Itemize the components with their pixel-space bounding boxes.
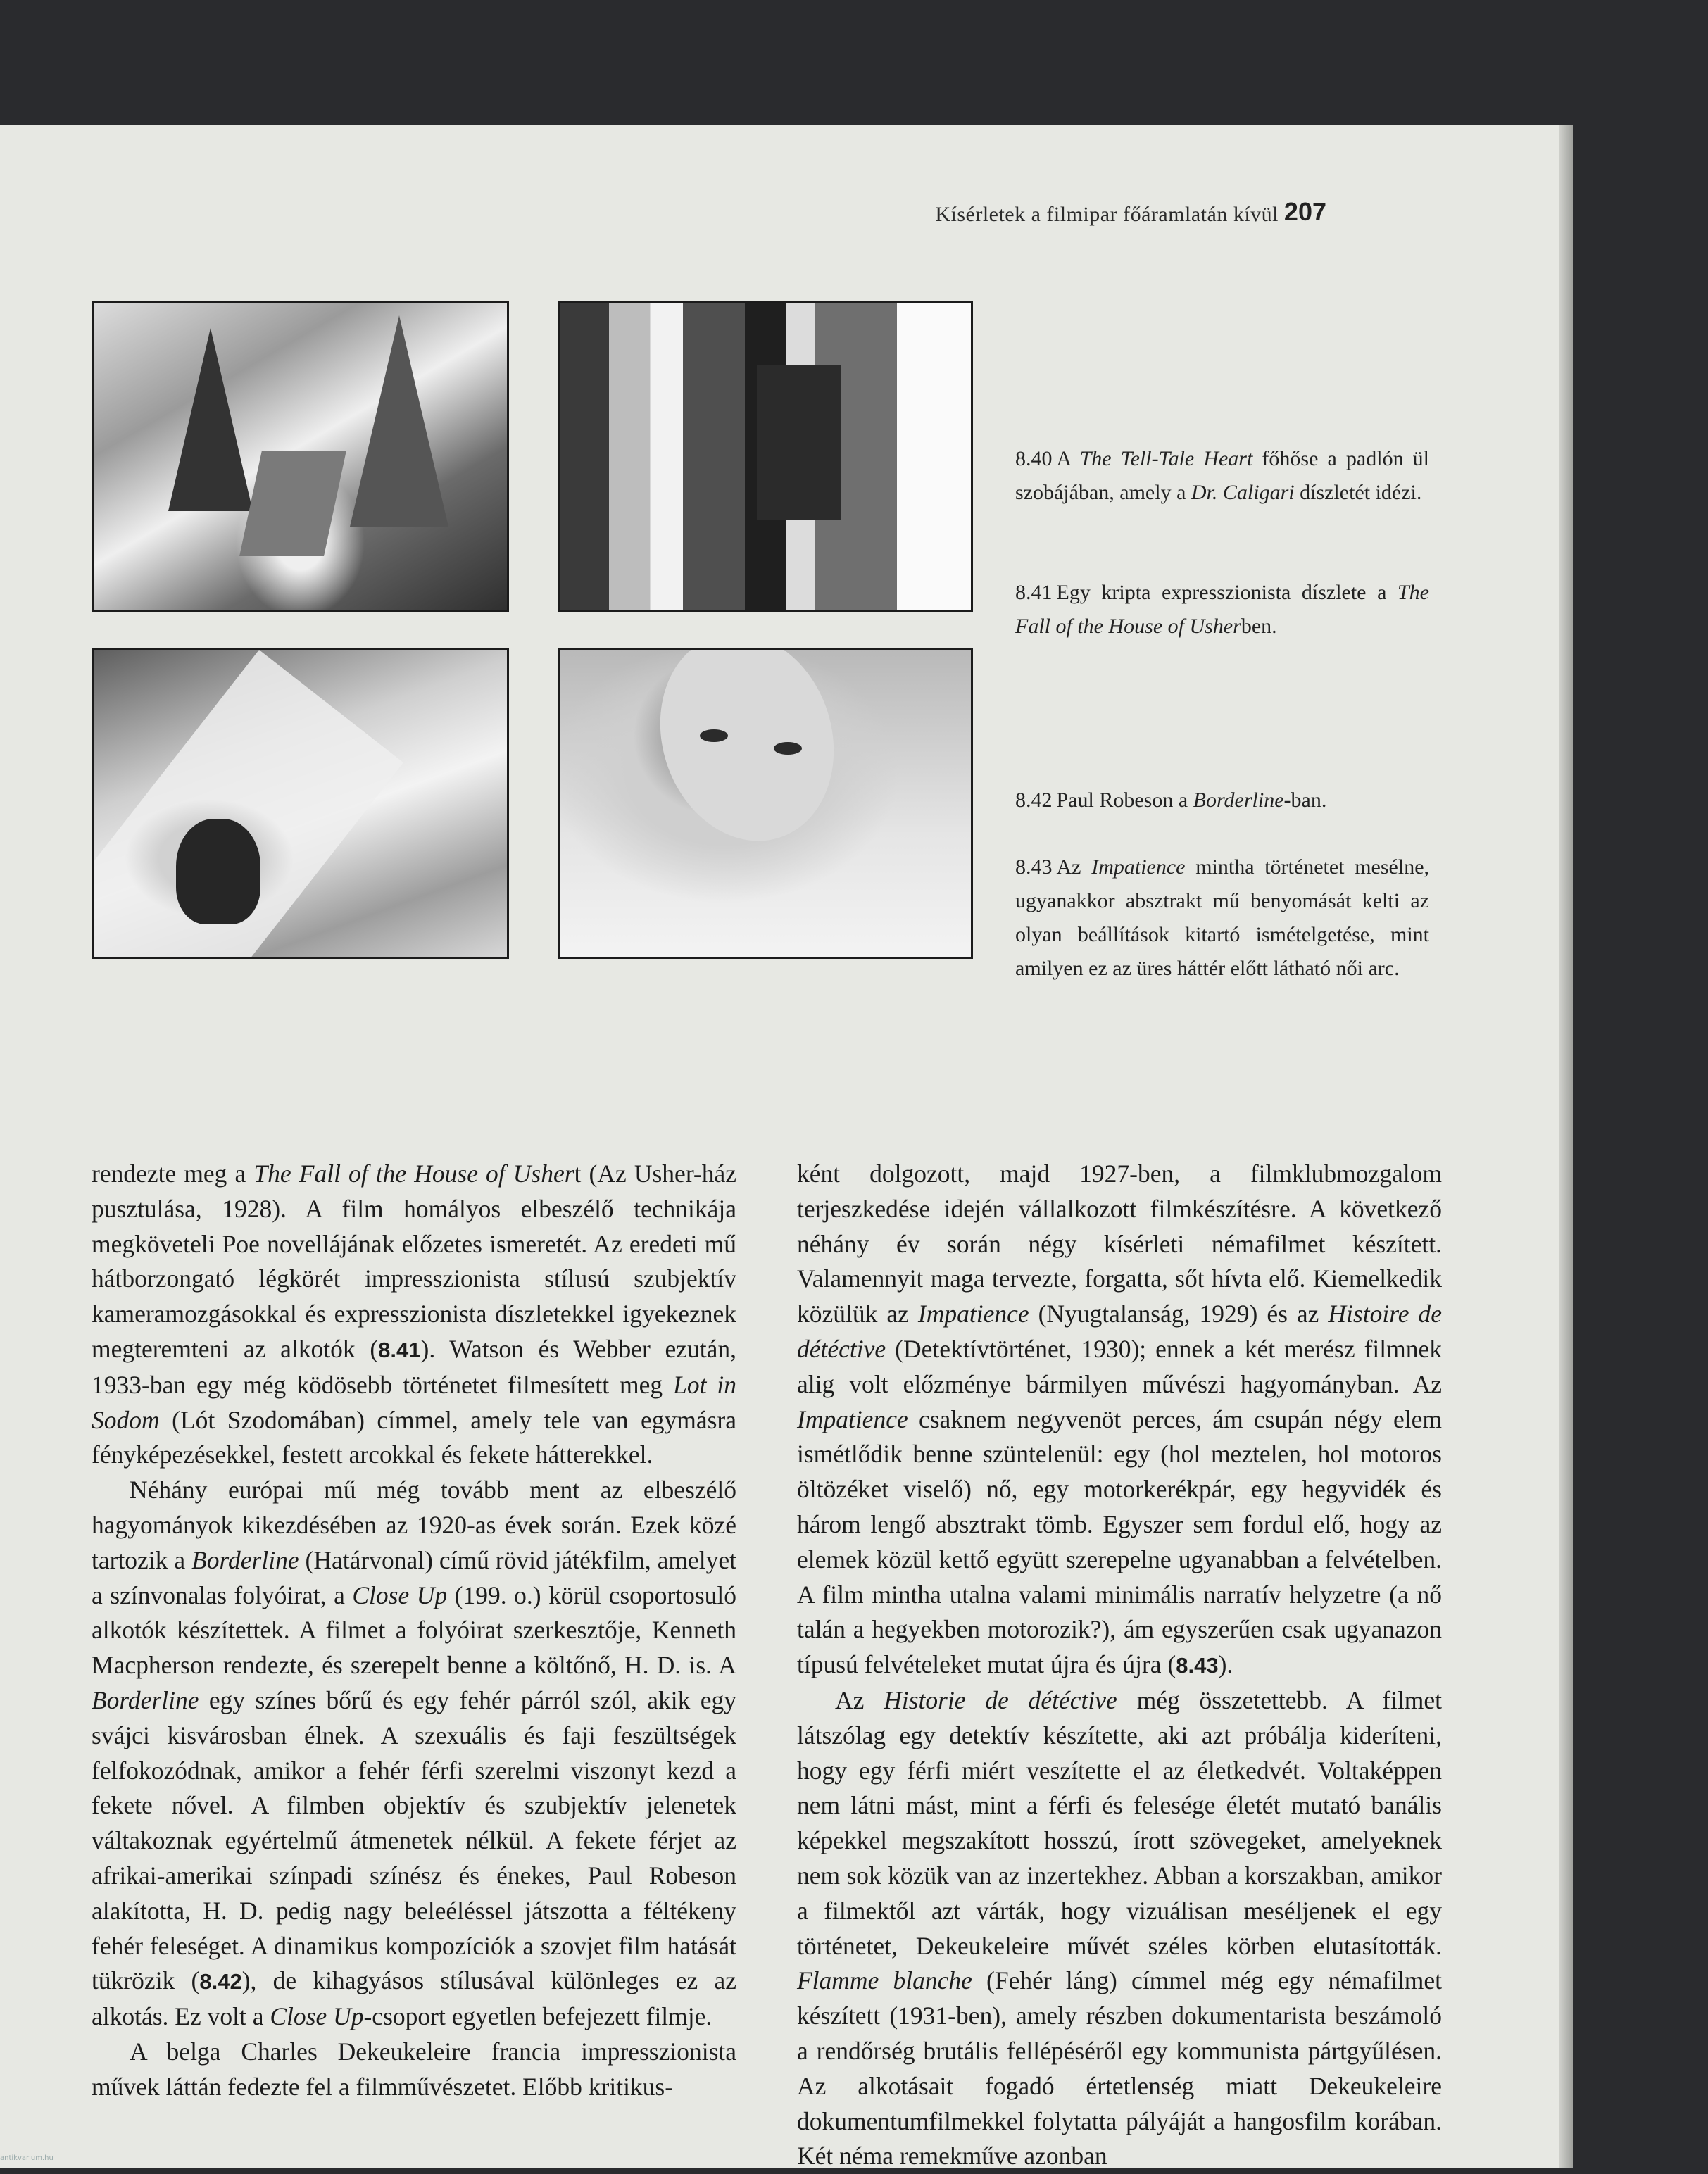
caption-text: mintha történetet mesélne, ugyanakkor absztrakt mű benyomását kelti az olyan beállítások kitartó ismételgetése, mint amilyen ez az üres háttér előtt látható női arc. [1015, 855, 1430, 980]
text-run: (Lót Szodomában) címmel, amely tele van egymásra fényképezésekkel, festett arcokkal és fekete hátterekkel. [92, 1405, 736, 1469]
eye-shape [774, 742, 802, 755]
body-column-right [797, 1157, 1442, 2174]
film-title: The Fall of the House of Usher [253, 1160, 574, 1188]
caption-text: Az [1056, 855, 1092, 879]
paragraph [797, 1157, 1442, 1683]
running-head: Kísérletek a filmipar főáramlatán kívül [935, 203, 1279, 226]
text-run: A belga Charles Dekeukeleire francia impresszionista művek láttán fedezte fel a filmművészetet. Előbb kritikus- [92, 2037, 736, 2101]
figure-reference: 8.43 [1176, 1653, 1219, 1678]
film-title: Impatience [797, 1405, 908, 1433]
book-page [0, 125, 1559, 2168]
paragraph [92, 1473, 736, 2035]
text-run: ), de kihagyásos stílusával különleges ez az alkotás. Ez volt a [92, 1966, 736, 2031]
text-run: Az [835, 1685, 884, 1714]
caption-film-title: Impatience [1091, 855, 1186, 879]
text-run: még összetettebb. A filmet látszólag egy detektív készítette, aki azt próbálja kideríteni, hogy egy férfi miért veszítette el az életkedvét. Voltaképpen nem látni mást, mint a férfi és felesége életét mutató banális képekkel megszakított hosszú, írott szövegeket, amelyeknek nem sok közük van az inzertekhez. Abban a korszakban, amikor a filmektől azt várták, hogy vizuálisan meséljenek el egy történetet, Dekeukeleire művét széles körben elutasították. [797, 1685, 1442, 1960]
caption-text: -ban. [1283, 788, 1327, 812]
page-edge [1559, 125, 1573, 2168]
caption-text: ben. [1241, 615, 1277, 638]
figure-caption-8-40 [1015, 442, 1429, 510]
caption-number: 8.40 [1015, 447, 1053, 470]
set-spike-shape [168, 328, 253, 511]
film-title: Borderline [92, 1685, 199, 1714]
figure-8-43-image [558, 648, 973, 959]
paragraph [92, 2035, 736, 2105]
watermark: antikvarium.hu [0, 2154, 54, 2162]
text-run: rendezte meg a [92, 1160, 254, 1188]
film-title: Histoire de détéctive [797, 1300, 1442, 1363]
paragraph [92, 1157, 736, 1473]
set-wall-shape [239, 451, 346, 556]
journal-title: Close Up [352, 1581, 448, 1609]
figure-caption-8-42 [1015, 784, 1429, 817]
caption-number: 8.43 [1015, 855, 1053, 879]
caption-text: Egy kripta expresszionista díszlete a [1056, 581, 1398, 604]
figure-reference: 8.42 [199, 1969, 242, 1994]
figure-caption-8-41 [1015, 576, 1429, 643]
film-title: Impatience [917, 1300, 1029, 1328]
film-title: Flamme blanche [797, 1966, 972, 1995]
text-run: Néhány európai mű még tovább ment az elbeszélő hagyományok kikezdésében az 1920-as évek során. Ezek közé tartozik a [92, 1476, 736, 1574]
journal-title: Close Up [270, 2002, 364, 2031]
paragraph [797, 1683, 1442, 2174]
crypt-doorway-shape [757, 365, 841, 520]
caption-film-title: The Fall of the House of Usher [1015, 581, 1429, 638]
film-title: Borderline [191, 1545, 299, 1574]
caption-text: A [1056, 447, 1080, 470]
figure-reference: 8.41 [378, 1337, 421, 1362]
film-title: Historie de détéctive [884, 1685, 1117, 1714]
text-run: ként dolgozott, majd 1927-ben, a filmklubmozgalom terjeszkedése idején vállalkozott filmkészítésre. A következő néhány év során négy kísérleti némafilmet készített. Valamennyit maga tervezte, forgatta, sőt hívta elő. Kiemelkedik közülük az [797, 1160, 1442, 1328]
caption-text: Paul Robeson a [1056, 788, 1193, 812]
caption-number: 8.42 [1015, 788, 1053, 812]
caption-film-title: The Tell-Tale Heart [1079, 447, 1253, 470]
text-run: (Detektívtörténet, 1930); ennek a két merész filmnek alig volt előzménye bármilyen művészi hagyományban. Az [797, 1334, 1442, 1398]
caption-text: díszletét idézi. [1294, 481, 1422, 504]
text-run: t (Az Usher-ház pusztulása, 1928). A film homályos elbeszélő technikája megköveteli Poe novellájának előzetes ismeretét. Az eredeti mű hátborzongató légkörét impresszionista stílusú szubjektív kameramozgásokkal és expresszionista díszletekkel igyekeznek megteremteni az alkotók ( [92, 1160, 737, 1363]
text-run: (Határvonal) című rövid játékfilm, amelyet a színvonalas folyóirat, a [92, 1545, 736, 1609]
figure-caption-8-43 [1015, 850, 1429, 986]
text-run: (199. o.) körül csoportosuló alkotók készítettek. A filmet a folyóirat szerkesztője, Kenneth Macpherson rendezte, és szerepelt benne a költőnő, H. D. is. A [92, 1581, 737, 1680]
text-run: csaknem negyvenöt perces, ám csupán négy elem ismétlődik benne szüntelenül: egy (hol meztelen, hol motoros öltözéket viselő) nő, egy motorkerékpár, egy hegyvidék és három lengő absztrakt tömb. Egyszer sem fordul elő, hogy az elemek közül kettő együtt szerepelne ugyanabban a felvételben. A film mintha utalna valami minimális narratív helyzetre (a nő talán a hegyekben motorozik?), ám egyszerűen csak ugyanazon típusú felvételeket mutat újra és újra ( [797, 1405, 1442, 1679]
head-shape [176, 819, 260, 924]
face-shape [634, 648, 860, 864]
figure-8-40-image [92, 301, 509, 612]
caption-text: főhőse a padlón ül szobájában, amely a [1015, 447, 1430, 504]
caption-film-title: Borderline [1193, 788, 1284, 812]
body-column-left [92, 1157, 736, 2105]
caption-film-title: Dr. Caligari [1191, 481, 1295, 504]
text-run: (Nyugtalanság, 1929) és az [1029, 1300, 1329, 1328]
text-run: ). Watson és Webber ezután, 1933-ban egy még ködösebb történetet filmesített meg [92, 1334, 737, 1399]
page-number: 207 [1283, 197, 1326, 226]
film-title: Lot in Sodom [92, 1370, 736, 1434]
text-run: ). [1218, 1650, 1233, 1679]
text-run: -csoport egyetlen befejezett filmje. [363, 2002, 712, 2031]
text-run: egy színes bőrű és egy fehér párról szól, akik egy svájci kisvárosban élnek. A szexuális és faji feszültségek felfokozódnak, amikor a fehér férfi szerelmi viszonyt kezd a fekete nővel. A filmben objektív és szubjektív jelenetek váltakoznak egyértelmű átmenetek nélkül. A fekete férjet az afrikai-amerikai színpadi színész és énekes, Paul Robeson alakította, H. D. pedig nagy beleéléssel játszotta a féltékeny fehér feleséget. A dinamikus kompozíciók a szovjet film hatását tükrözik ( [92, 1685, 736, 1995]
text-run: (Fehér láng) címmel még egy némafilmet készített (1931-ben), amely részben dokumentarista beszámoló a rendőrség brutális fellépéséről egy kommunista pártgyűlésen. Az alkotásait fogadó értetlenség miatt Dekeukeleire dokumentumfilmekkel folytatta pályáját a hangosfilm korában. Két néma remekműve azonban [797, 1966, 1442, 2170]
figure-8-41-image [558, 301, 973, 612]
caption-number: 8.41 [1015, 581, 1053, 604]
figure-8-42-image [92, 648, 509, 959]
set-spike-shape [350, 315, 448, 527]
